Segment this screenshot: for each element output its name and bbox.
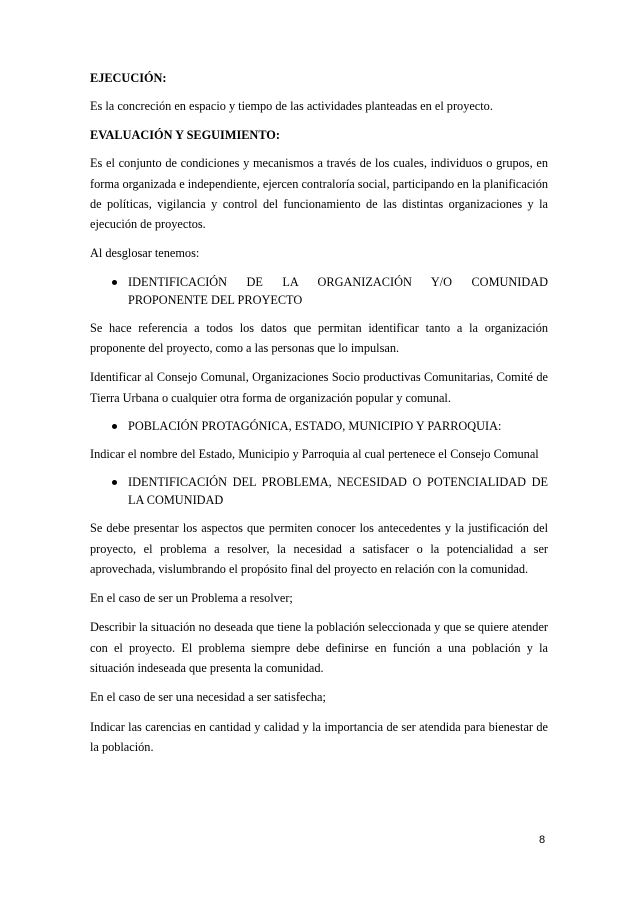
bullet-identificacion-text: IDENTIFICACIÓN DE LA ORGANIZACIÓN Y/O COMUNIDAD PROPONENTE DEL PROYECTO bbox=[128, 274, 548, 307]
bullet-identificacion bbox=[90, 273, 548, 309]
paragraph-caso-problema: En el caso de ser un Problema a resolver; bbox=[90, 591, 293, 606]
paragraph-problema: Se debe presentar los aspectos que permiten conocer los antecedentes y la justificación del proyecto, el problema a resolver, la necesidad a satisfacer o la potencialidad a ser aprovechada, vislumbrando el propósito final del proyecto en relación con la comunidad. bbox=[90, 521, 548, 576]
page-number: 8 bbox=[539, 834, 546, 846]
bullet-poblacion bbox=[90, 417, 548, 435]
heading-evaluacion: EVALUACIÓN Y SEGUIMIENTO: bbox=[90, 128, 280, 143]
bullet-dot-icon bbox=[112, 280, 117, 285]
bullet-problema-text: IDENTIFICACIÓN DEL PROBLEMA, NECESIDAD O POTENCIALIDAD DE LA COMUNIDAD bbox=[128, 475, 548, 508]
paragraph-ejecucion: Es la concreción en espacio y tiempo de las actividades planteadas en el proyecto. bbox=[90, 99, 493, 113]
paragraph-describir: Describir la situación no deseada que tiene la población seleccionada y que se quiere atender con el proyecto. El problema siempre debe definirse en función a una población y la situación indeseada que presenta la comunidad. bbox=[90, 620, 548, 676]
paragraph-identificar-consejo: Identificar al Consejo Comunal, Organizaciones Socio productivas Comunitarias, Comité de Tierra Urbana o cualquier otra forma de organización popular y comunal. bbox=[90, 370, 548, 405]
bullet-problema bbox=[90, 473, 548, 509]
paragraph-caso-necesidad: En el caso de ser una necesidad a ser satisfecha; bbox=[90, 690, 326, 705]
paragraph-indicar-nombre: Indicar el nombre del Estado, Municipio y Parroquia al cual pertenece el Consejo Comunal bbox=[90, 446, 539, 461]
bullet-poblacion-text: POBLACIÓN PROTAGÓNICA, ESTADO, MUNICIPIO Y PARROQUIA: bbox=[128, 418, 502, 433]
paragraph-desglosar: Al desglosar tenemos: bbox=[90, 246, 200, 261]
bullet-dot-icon bbox=[112, 424, 117, 429]
paragraph-evaluacion: Es el conjunto de condiciones y mecanismos a través de los cuales, individuos o grupos, en forma organizada e independiente, ejercen contraloría social, participando en la planificación de políticas, vigilancia y control del funcionamiento de las distintas organizaciones y la ejecución de proyectos. bbox=[90, 156, 548, 232]
paragraph-indicar-carencias: Indicar las carencias en cantidad y calidad y la importancia de ser atendida para bienestar de la población. bbox=[90, 719, 548, 754]
bullet-dot-icon bbox=[112, 480, 117, 485]
heading-ejecucion: EJECUCIÓN: bbox=[90, 71, 167, 85]
paragraph-identificacion: Se hace referencia a todos los datos que permitan identificar tanto a la organización proponente del proyecto, como a las personas que lo impulsan. bbox=[90, 320, 548, 356]
document-page bbox=[90, 68, 548, 766]
